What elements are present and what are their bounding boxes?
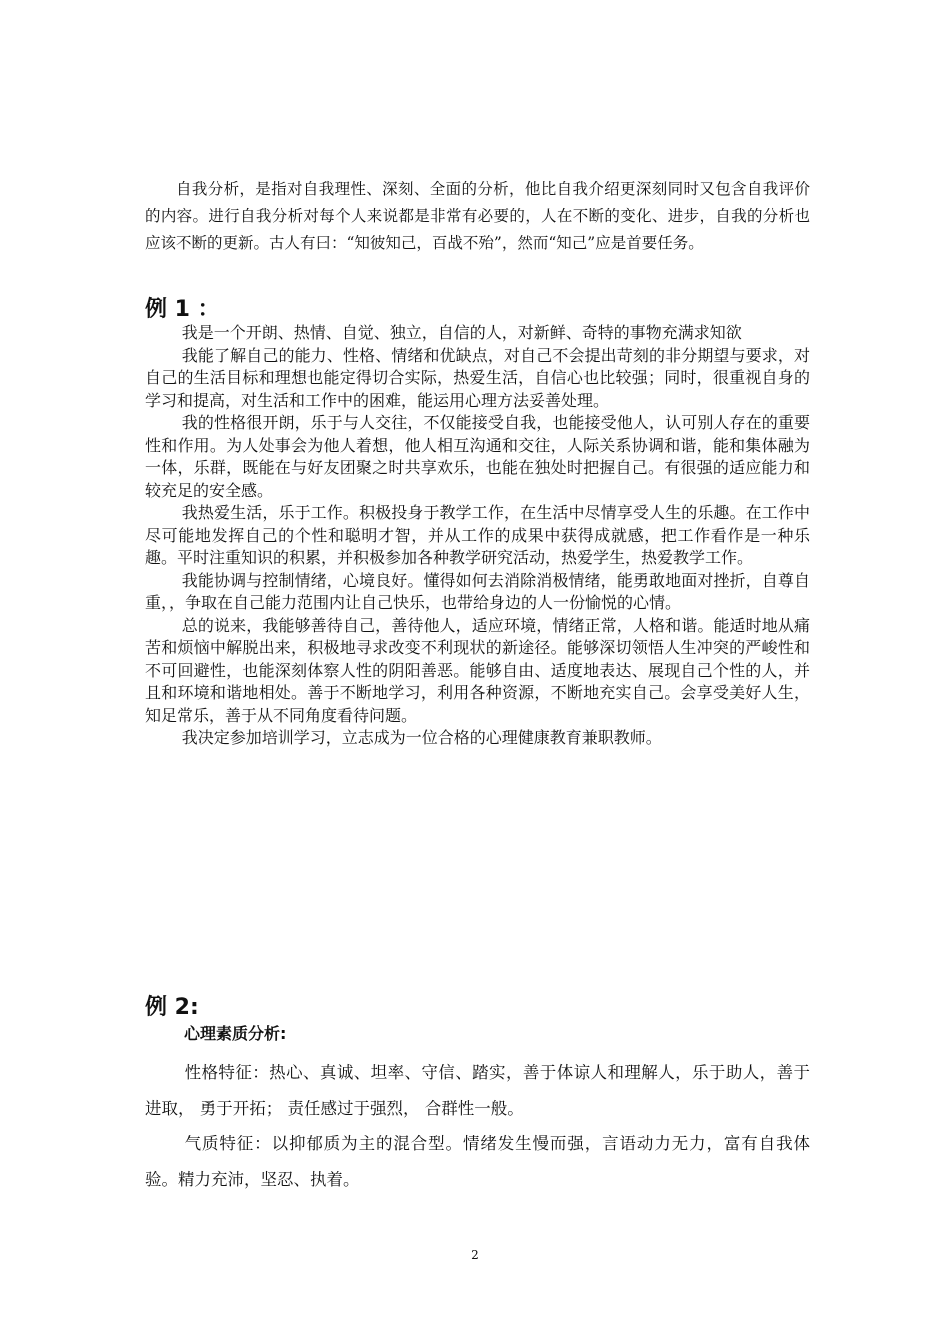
- page-number: 2: [471, 1248, 479, 1262]
- example-2-paragraph: 性格特征：热心、真诚、坦率、守信、踏实，善于体谅人和理解人，乐于助人，善于进取， 勇于开拓； 责任感过于强烈， 合群性一般。: [145, 1063, 810, 1118]
- example-1-paragraph: 我的性格很开朗，乐于与人交往，不仅能接受自我，也能接受他人，认可别人存在的重要性和作用。为人处事会为他人着想，他人相互沟通和交往，人际关系协调和谐，能和集体融为一体，乐群，既能在与好友团聚之时共享欢乐，也能在独处时把握自己。有很强的适应能力和较充足的安全感。: [145, 413, 810, 500]
- example-2-heading: 例 2:: [145, 995, 199, 1020]
- example-2-paragraph: 气质特征：以抑郁质为主的混合型。情绪发生慢而强，言语动力无力，富有自我体验。精力充沛，坚忍、执着。: [145, 1134, 810, 1189]
- intro-paragraph: 自我分析，是指对自我理性、深刻、全面的分析，他比自我介绍更深刻同时又包含自我评价的内容。进行自我分析对每个人来说都是非常有必要的，人在不断的变化、进步，自我的分析也应该不断的更新。古人有曰：“知彼知己，百战不殆”，然而“知己”应是首要任务。: [145, 180, 810, 252]
- example-1-body: [145, 322, 810, 750]
- example-1-paragraph: 我能协调与控制情绪，心境良好。懂得如何去消除消极情绪，能勇敢地面对挫折，自尊自重，，争取在自己能力范围内让自己快乐，也带给身边的人一份愉悦的心情。: [145, 570, 810, 612]
- example-2-body: [145, 1055, 810, 1197]
- example-1-paragraph: 我是一个开朗、热情、自觉、独立，自信的人，对新鲜、奇特的事物充满求知欲: [181, 323, 742, 342]
- example-1-paragraph: 我能了解自己的能力、性格、情绪和优缺点，对自己不会提出苛刻的非分期望与要求，对自己的生活目标和理想也能定得切合实际，热爱生活，自信心也比较强；同时，很重视自身的学习和提高，对生活和工作中的困难，能运用心理方法妥善处理。: [145, 345, 810, 410]
- example-1-paragraph: 我决定参加培训学习，立志成为一位合格的心理健康教育兼职教师。: [181, 728, 662, 747]
- example-1-paragraph: 我热爱生活，乐于工作。积极投身于教学工作，在生活中尽情享受人生的乐趣。在工作中尽可能地发挥自己的个性和聪明才智，并从工作的成果中获得成就感，把工作看作是一种乐趣。平时注重知识的积累，并积极参加各种教学研究活动，热爱学生，热爱教学工作。: [145, 503, 810, 567]
- example-2-subheading: 心理素质分析:: [184, 1024, 287, 1043]
- example-1-paragraph: 总的说来，我能够善待自己，善待他人，适应环境，情绪正常，人格和谐。能适时地从痛苦和烦恼中解脱出来，积极地寻求改变不利现状的新途径。能够深切领悟人生冲突的严峻性和不可回避性，也能深刻体察人性的阴阳善恶。能够自由、适度地表达、展现自己个性的人，并且和环境和谐地相处。善于不断地学习，利用各种资源，不断地充实自己。会享受美好人生，知足常乐，善于从不同角度看待问题。: [145, 615, 810, 725]
- intro-section: [145, 176, 810, 257]
- example-1-heading: 例 1 ：: [145, 297, 220, 322]
